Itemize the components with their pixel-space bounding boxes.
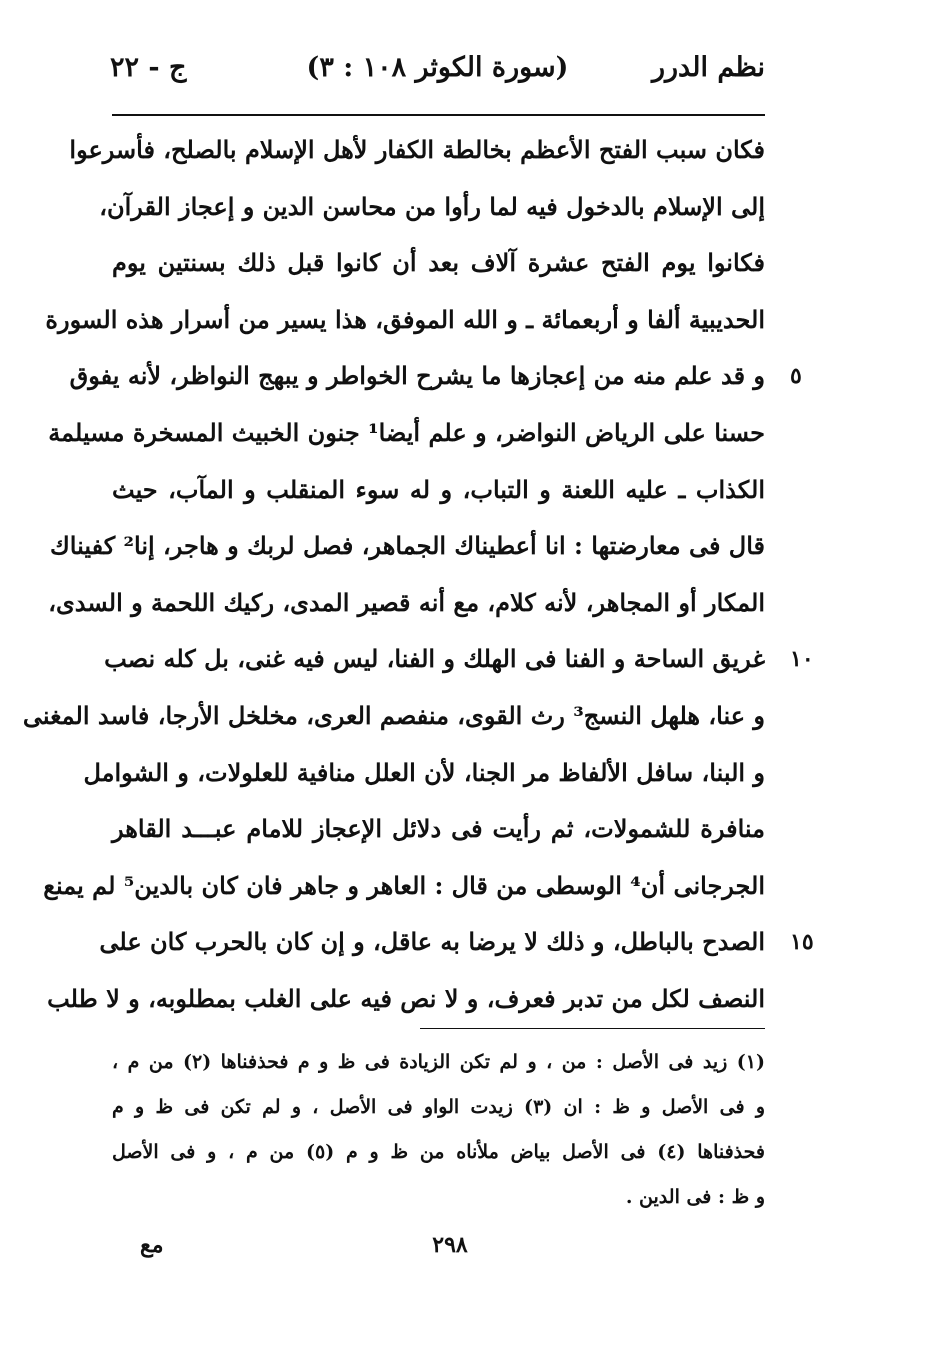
- line-number: ١٠: [790, 646, 814, 673]
- page-number: ٢٩٨: [432, 1232, 468, 1258]
- text-line: حسنا على الرياض النواضر، و علم أيضا¹ جنون الخبيث المسخرة مسيلمة: [48, 417, 765, 447]
- running-header: [110, 52, 765, 102]
- text-line: الصدح بالباطل، و ذلك لا يرضا به عاقل، و إن كان بالحرب كان على: [99, 927, 765, 957]
- text-line: و قد علم منه من إعجازها ما يشرح الخواطر و يبهج النواظر، لأنه يفوق: [69, 361, 765, 391]
- signature-mark: مع: [140, 1232, 164, 1258]
- footnote-rule: [420, 1028, 765, 1029]
- footnotes: [112, 1040, 765, 1220]
- footnote-line: و ظ : فى الدين .: [625, 1186, 765, 1208]
- text-line: منافرة للشمولات، ثم رأيت فى دلائل الإعجاز للامام عبـــد القاهر: [112, 814, 766, 844]
- text-line: و عنا، هلهل النسج³ رث القوى، منفصم العرى، مخلخل الأرجا، فاسد المغنى: [22, 700, 765, 730]
- text-line: الكذاب ـ عليه اللعنة و التباب، و له سوء المنقلب و المآب، حيث: [112, 474, 765, 504]
- line-number: ١٥: [790, 929, 814, 956]
- text-line: إلى الإسلام بالدخول فيه لما رأوا من محاسن الدين و إعجاز القرآن،: [99, 191, 765, 221]
- line-number: ٥: [790, 363, 802, 390]
- text-line: الجرجانى أن⁴ الوسطى من قال : العاهر و جاهر فان كان بالدين⁵ لم يمنع: [43, 870, 765, 900]
- volume-label: ج - ٢٢: [110, 52, 187, 83]
- text-line: قال فى معارضتها : انا أعطيناك الجماهر، فصل لربك و هاجر، إنا² كفيناك: [50, 531, 765, 561]
- text-line: و البنا، سافل الألفاظ مر الجنا، لأن العلل منافية للعلولات، و الشوامل: [83, 757, 765, 787]
- main-text: [22, 122, 766, 1028]
- text-line: غريق الساحة و الفنا فى الهلك و الفنا، ليس فيه غنى، بل كله نصب: [104, 644, 765, 674]
- footnote-line: فحذفناها (٤) فى الأصل بياض ملأناه من ظ و م (٥) من م ، و فى الأصل: [112, 1141, 765, 1163]
- surah-reference: (سورة الكوثر ١٠٨ : ٣): [306, 52, 569, 83]
- book-title: نظم الدرر: [651, 52, 765, 83]
- footnote-line: و فى الأصل و ظ : ان (٣) زيدت الواو فى الأصل ، و لم تكن فى ظ و م: [112, 1096, 765, 1118]
- text-line: المكار أو المجاهر، لأنه كلام، مع أنه قصير المدى، ركيك اللحمة و السدى،: [48, 587, 765, 617]
- text-line: الحديبية ألفا و أربعمائة ـ و الله الموفق، هذا يسير من أسرار هذه السورة: [45, 304, 765, 334]
- header-rule: [112, 114, 765, 116]
- footnote-line: (١) زيد فى الأصل : من ، و لم تكن الزيادة فى ظ و م فحذفناها (٢) من م ،: [112, 1051, 765, 1073]
- text-line: النصف لكل من تدبر فعرف، و لا نص فيه على الغلب بمطلوبه، و لا طلب: [47, 983, 765, 1013]
- text-line: فكان سبب الفتح الأعظم بخالطة الكفار لأهل الإسلام بالصلح، فأسرعوا: [69, 135, 765, 164]
- text-line: فكانوا يوم الفتح عشرة آلاف بعد أن كانوا قبل ذلك بسنتين يوم: [112, 248, 765, 278]
